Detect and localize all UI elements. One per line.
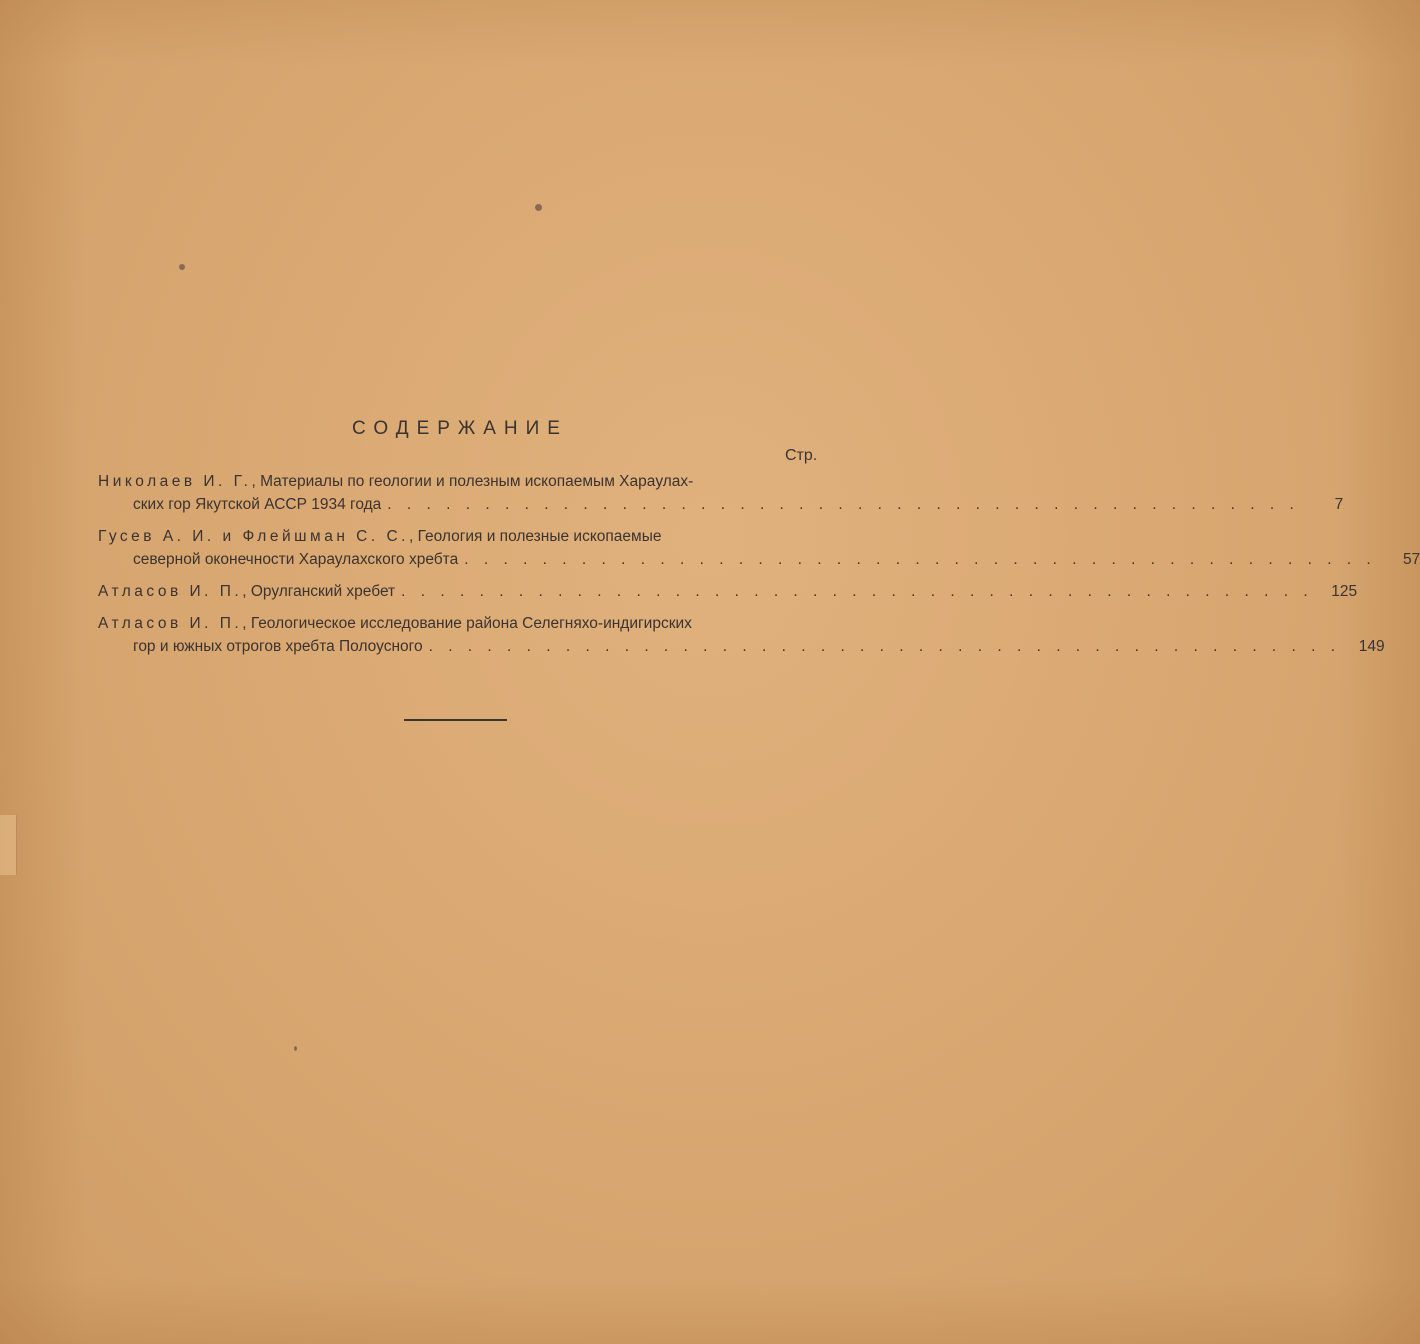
dot-leader: . . . . . . . . . . . . . . . . . . . . . . . . . . . . . . . . . . . . . . . . . . . . . . . [428, 638, 1341, 655]
toc-author: Атласов И. П. [98, 615, 243, 632]
toc-entry [98, 470, 1344, 516]
toc-title-part: гор и южных отрогов хребта Полоусного [133, 638, 423, 655]
toc-author: Николаев И. Г. [98, 473, 252, 490]
toc-author: Гусев А. И. и Флейшман С. С. [98, 528, 409, 545]
paper-stain [0, 815, 17, 875]
toc-author: Атласов И. П. [98, 583, 243, 600]
table-of-contents [98, 470, 1420, 667]
ink-speck [179, 264, 185, 270]
ink-speck [535, 204, 542, 211]
toc-entry [98, 612, 1385, 658]
dot-leader: . . . . . . . . . . . . . . . . . . . . . . . . . . . . . . . . . . . . . . . . . . . . . . . [464, 551, 1377, 568]
toc-entry-first-line [98, 470, 820, 493]
toc-page-number: 149 [1358, 638, 1385, 655]
dot-leader: . . . . . . . . . . . . . . . . . . . . . . . . . . . . . . . . . . . . . . . . . . . . . . . [387, 496, 1300, 513]
toc-entry-last-line [98, 580, 1358, 603]
toc-title-part: , Орулганский хребет [242, 583, 396, 600]
contents-heading: СОДЕРЖАНИЕ [352, 418, 568, 439]
closing-rule [404, 719, 507, 721]
toc-title-part: , Материалы по геологии и полезным ископаемым Харaулах- [251, 473, 694, 490]
toc-entry-first-line [98, 612, 820, 635]
toc-entry [98, 525, 1420, 571]
toc-entry-first-line [98, 525, 820, 548]
toc-page-number: 57 [1402, 551, 1420, 568]
toc-entry [98, 580, 1358, 603]
toc-entry-last-line [98, 493, 1344, 516]
toc-title-part: , Геология и полезные ископаемые [409, 528, 662, 545]
dot-leader: . . . . . . . . . . . . . . . . . . . . . . . . . . . . . . . . . . . . . . . . . . . . . . . [401, 583, 1314, 600]
toc-title-part: , Геологическое исследование района Селегняхо-индигирских [242, 615, 692, 632]
toc-page-number: 125 [1331, 583, 1358, 600]
ink-speck [294, 1046, 297, 1051]
toc-entry-last-line [98, 635, 1385, 658]
toc-page-number: 7 [1334, 496, 1344, 513]
toc-title-part: северной оконечности Хараулахского хребта [133, 551, 459, 568]
toc-entry-last-line [98, 548, 1420, 571]
toc-title-part: ских гор Якутской АССР 1934 года [133, 496, 382, 513]
page-column-label: Стр. [785, 447, 818, 464]
